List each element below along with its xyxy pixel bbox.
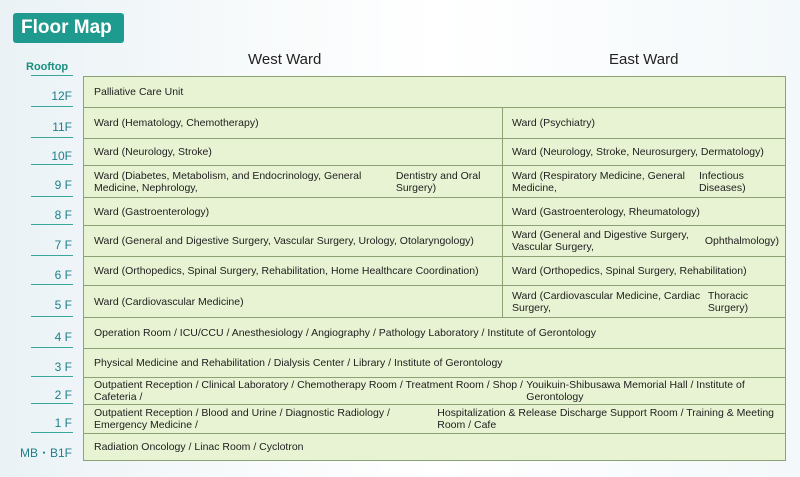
floor-departments: Outpatient Reception / Clinical Laboratory / Chemotherapy Room / Treatment Room / Shop / Cafeteria / Youikuin-Shibusawa Memorial Hall / Institute of Gerontology — [94, 379, 745, 403]
rooftop-label: Rooftop — [26, 61, 69, 73]
floor-label: 11F — [52, 119, 72, 134]
floor-row — [83, 317, 786, 348]
floor-separator-line — [31, 316, 73, 317]
floor-separator-line — [31, 106, 73, 107]
floor-separator-line — [31, 347, 73, 348]
floor-separator-line — [31, 376, 73, 377]
floor-separator-line — [31, 224, 73, 225]
floor-separator-line — [31, 75, 73, 76]
floor-label: 2 F — [54, 387, 72, 402]
floor-label: 5 F — [54, 298, 72, 312]
east-ward-departments: Ward (Gastroenterology, Rheumatology) — [512, 205, 700, 218]
floor-row — [83, 225, 786, 256]
west-ward-departments: Ward (Diabetes, Metabolism, and Endocrinology, General Medicine, Nephrology, Dentistry and Oral Surgery) — [94, 169, 481, 194]
west-ward-departments: Ward (Hematology, Chemotherapy) — [94, 117, 259, 129]
west-ward-header: West Ward — [248, 51, 322, 68]
ward-divider — [502, 286, 503, 317]
floor-departments: Outpatient Reception / Blood and Urine / Diagnostic Radiology / Emergency Medicine / Hospitalization & Release Discharge Support Room / Training & Meeting Room / Cafe — [94, 407, 775, 431]
east-ward-departments: Ward (Psychiatry) — [512, 117, 596, 129]
west-ward-departments: Ward (Gastroenterology) — [94, 205, 210, 218]
floor-separator-line — [31, 403, 73, 404]
floor-row — [83, 107, 786, 138]
east-ward-departments: Ward (Orthopedics, Spinal Surgery, Rehabilitation) — [512, 265, 747, 277]
floor-departments: Palliative Care Unit — [94, 86, 184, 98]
floor-departments: Operation Room / ICU/CCU / Anesthesiology / Angiography / Pathology Laboratory / Institute of Gerontology — [94, 327, 596, 339]
floor-label: 3 F — [54, 359, 72, 374]
floor-label: 9 F — [54, 178, 72, 192]
floor-separator-line — [31, 284, 73, 285]
floor-row — [83, 138, 786, 165]
floor-separator-line — [31, 137, 73, 138]
floor-separator-line — [31, 255, 73, 256]
floor-label: 1 F — [54, 415, 72, 430]
ward-divider — [502, 226, 503, 256]
ward-divider — [502, 139, 503, 165]
floor-label: MB・B1F — [19, 446, 72, 460]
floor-row — [83, 285, 786, 317]
east-ward-header: East Ward — [609, 51, 679, 68]
floor-label: 6 F — [54, 267, 72, 282]
floor-departments: Physical Medicine and Rehabilitation / Dialysis Center / Library / Institute of Gerontology — [94, 357, 503, 369]
floor-row — [83, 433, 786, 461]
ward-divider — [502, 198, 503, 225]
floor-row — [83, 348, 786, 377]
west-ward-departments: Ward (Neurology, Stroke) — [94, 146, 212, 158]
floor-label: 8 F — [54, 208, 72, 222]
floor-separator-line — [31, 196, 73, 197]
west-ward-departments: Ward (General and Digestive Surgery, Vascular Surgery, Urology, Otolaryngology) — [94, 235, 474, 247]
east-ward-departments: Ward (Cardiovascular Medicine, Cardiac Surgery, Thoracic Surgery) — [512, 289, 749, 314]
floor-label: 12F — [51, 88, 72, 103]
west-ward-departments: Ward (Cardiovascular Medicine) — [94, 295, 244, 308]
page-title: Floor Map — [13, 13, 124, 43]
floor-label: 10F — [51, 148, 72, 163]
floor-row — [83, 256, 786, 285]
floor-label: 7 F — [54, 237, 72, 252]
floor-departments: Radiation Oncology / Linac Room / Cyclotron — [94, 441, 304, 453]
floor-row — [83, 76, 786, 107]
floor-label: 4 F — [54, 329, 72, 344]
east-ward-departments: Ward (General and Digestive Surgery, Vascular Surgery, Ophthalmology) — [512, 229, 779, 253]
ward-divider — [502, 166, 503, 197]
floor-row — [83, 404, 786, 433]
floor-row — [83, 165, 786, 197]
ward-divider — [502, 257, 503, 285]
floor-separator-line — [31, 164, 73, 165]
east-ward-departments: Ward (Neurology, Stroke, Neurosurgery, Dermatology) — [512, 146, 764, 158]
east-ward-departments: Ward (Respiratory Medicine, General Medicine, Infectious Diseases) — [512, 169, 746, 194]
ward-divider — [502, 108, 503, 138]
floor-separator-line — [31, 432, 73, 433]
west-ward-departments: Ward (Orthopedics, Spinal Surgery, Rehabilitation, Home Healthcare Coordination) — [94, 265, 479, 277]
floor-row — [83, 197, 786, 225]
floor-row — [83, 377, 786, 404]
